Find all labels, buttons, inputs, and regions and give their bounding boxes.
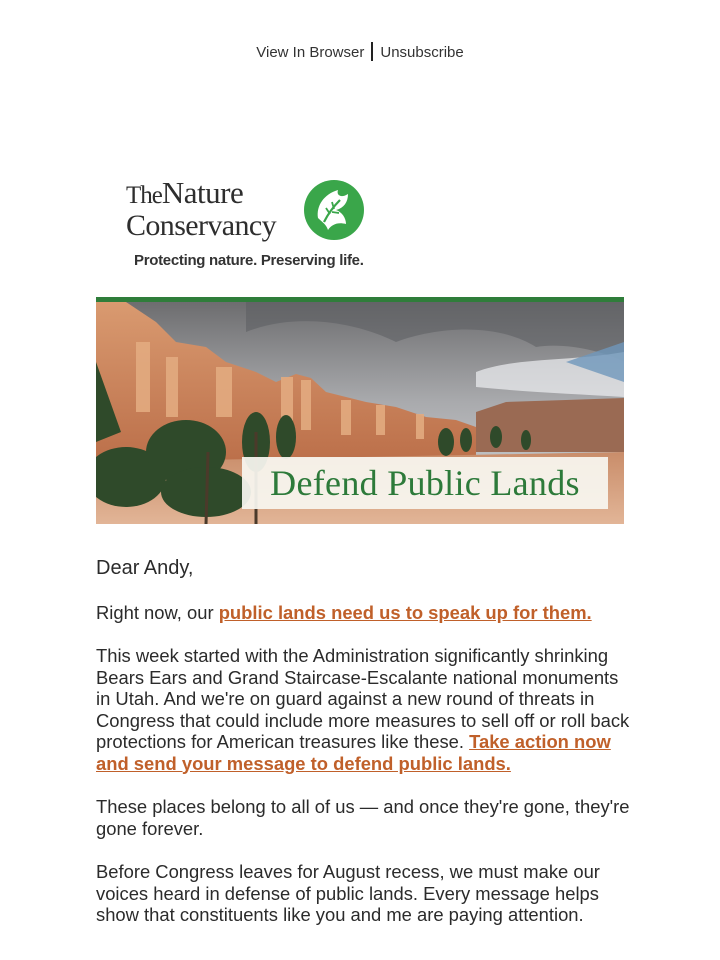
hero-image[interactable] [96,297,624,524]
email-header-links [0,42,720,61]
nature-conservancy-logo[interactable] [126,174,376,274]
email-body [96,558,632,948]
greeting: Dear Andy, [96,557,194,579]
view-in-browser-link[interactable]: View In Browser [256,44,365,61]
paragraph-3: These places belong to all of us — and once they're gone, they're gone forever. [96,796,630,839]
logo-the: The [126,182,162,209]
paragraph-4: Before Congress leaves for August recess, we must make our voices heard in defense of public lands. Every message helps show that constituents like you and me are paying attention. [96,861,600,925]
hero-banner-text: Defend Public Lands [270,463,580,503]
paragraph-1 [96,602,632,624]
take-action-link[interactable]: Take action now and send your message to defend public lands. [96,731,611,774]
logo-nature: Nature [161,175,244,210]
leaf-globe-icon [302,178,366,242]
logo-tagline: Protecting nature. Preserving life. [134,252,364,269]
unsubscribe-link[interactable]: Unsubscribe [380,44,464,61]
logo-wordmark [126,175,277,242]
link-separator [371,42,373,61]
hero-banner [242,457,608,509]
speak-up-link[interactable]: public lands need us to speak up for them. [218,601,592,623]
paragraph-2 [96,645,632,774]
paragraph-1-text: Right now, our [96,601,219,623]
logo-conservancy: Conservancy [126,209,277,242]
paragraph-2-text: This week started with the Administration significantly shrinking Bears Ears and Grand Staircase-Escalante national monuments in Utah. And we're on guard against a new round of threats in Congress that could include more measures to sell off or roll back protections for American treasures like these. [96,645,630,752]
